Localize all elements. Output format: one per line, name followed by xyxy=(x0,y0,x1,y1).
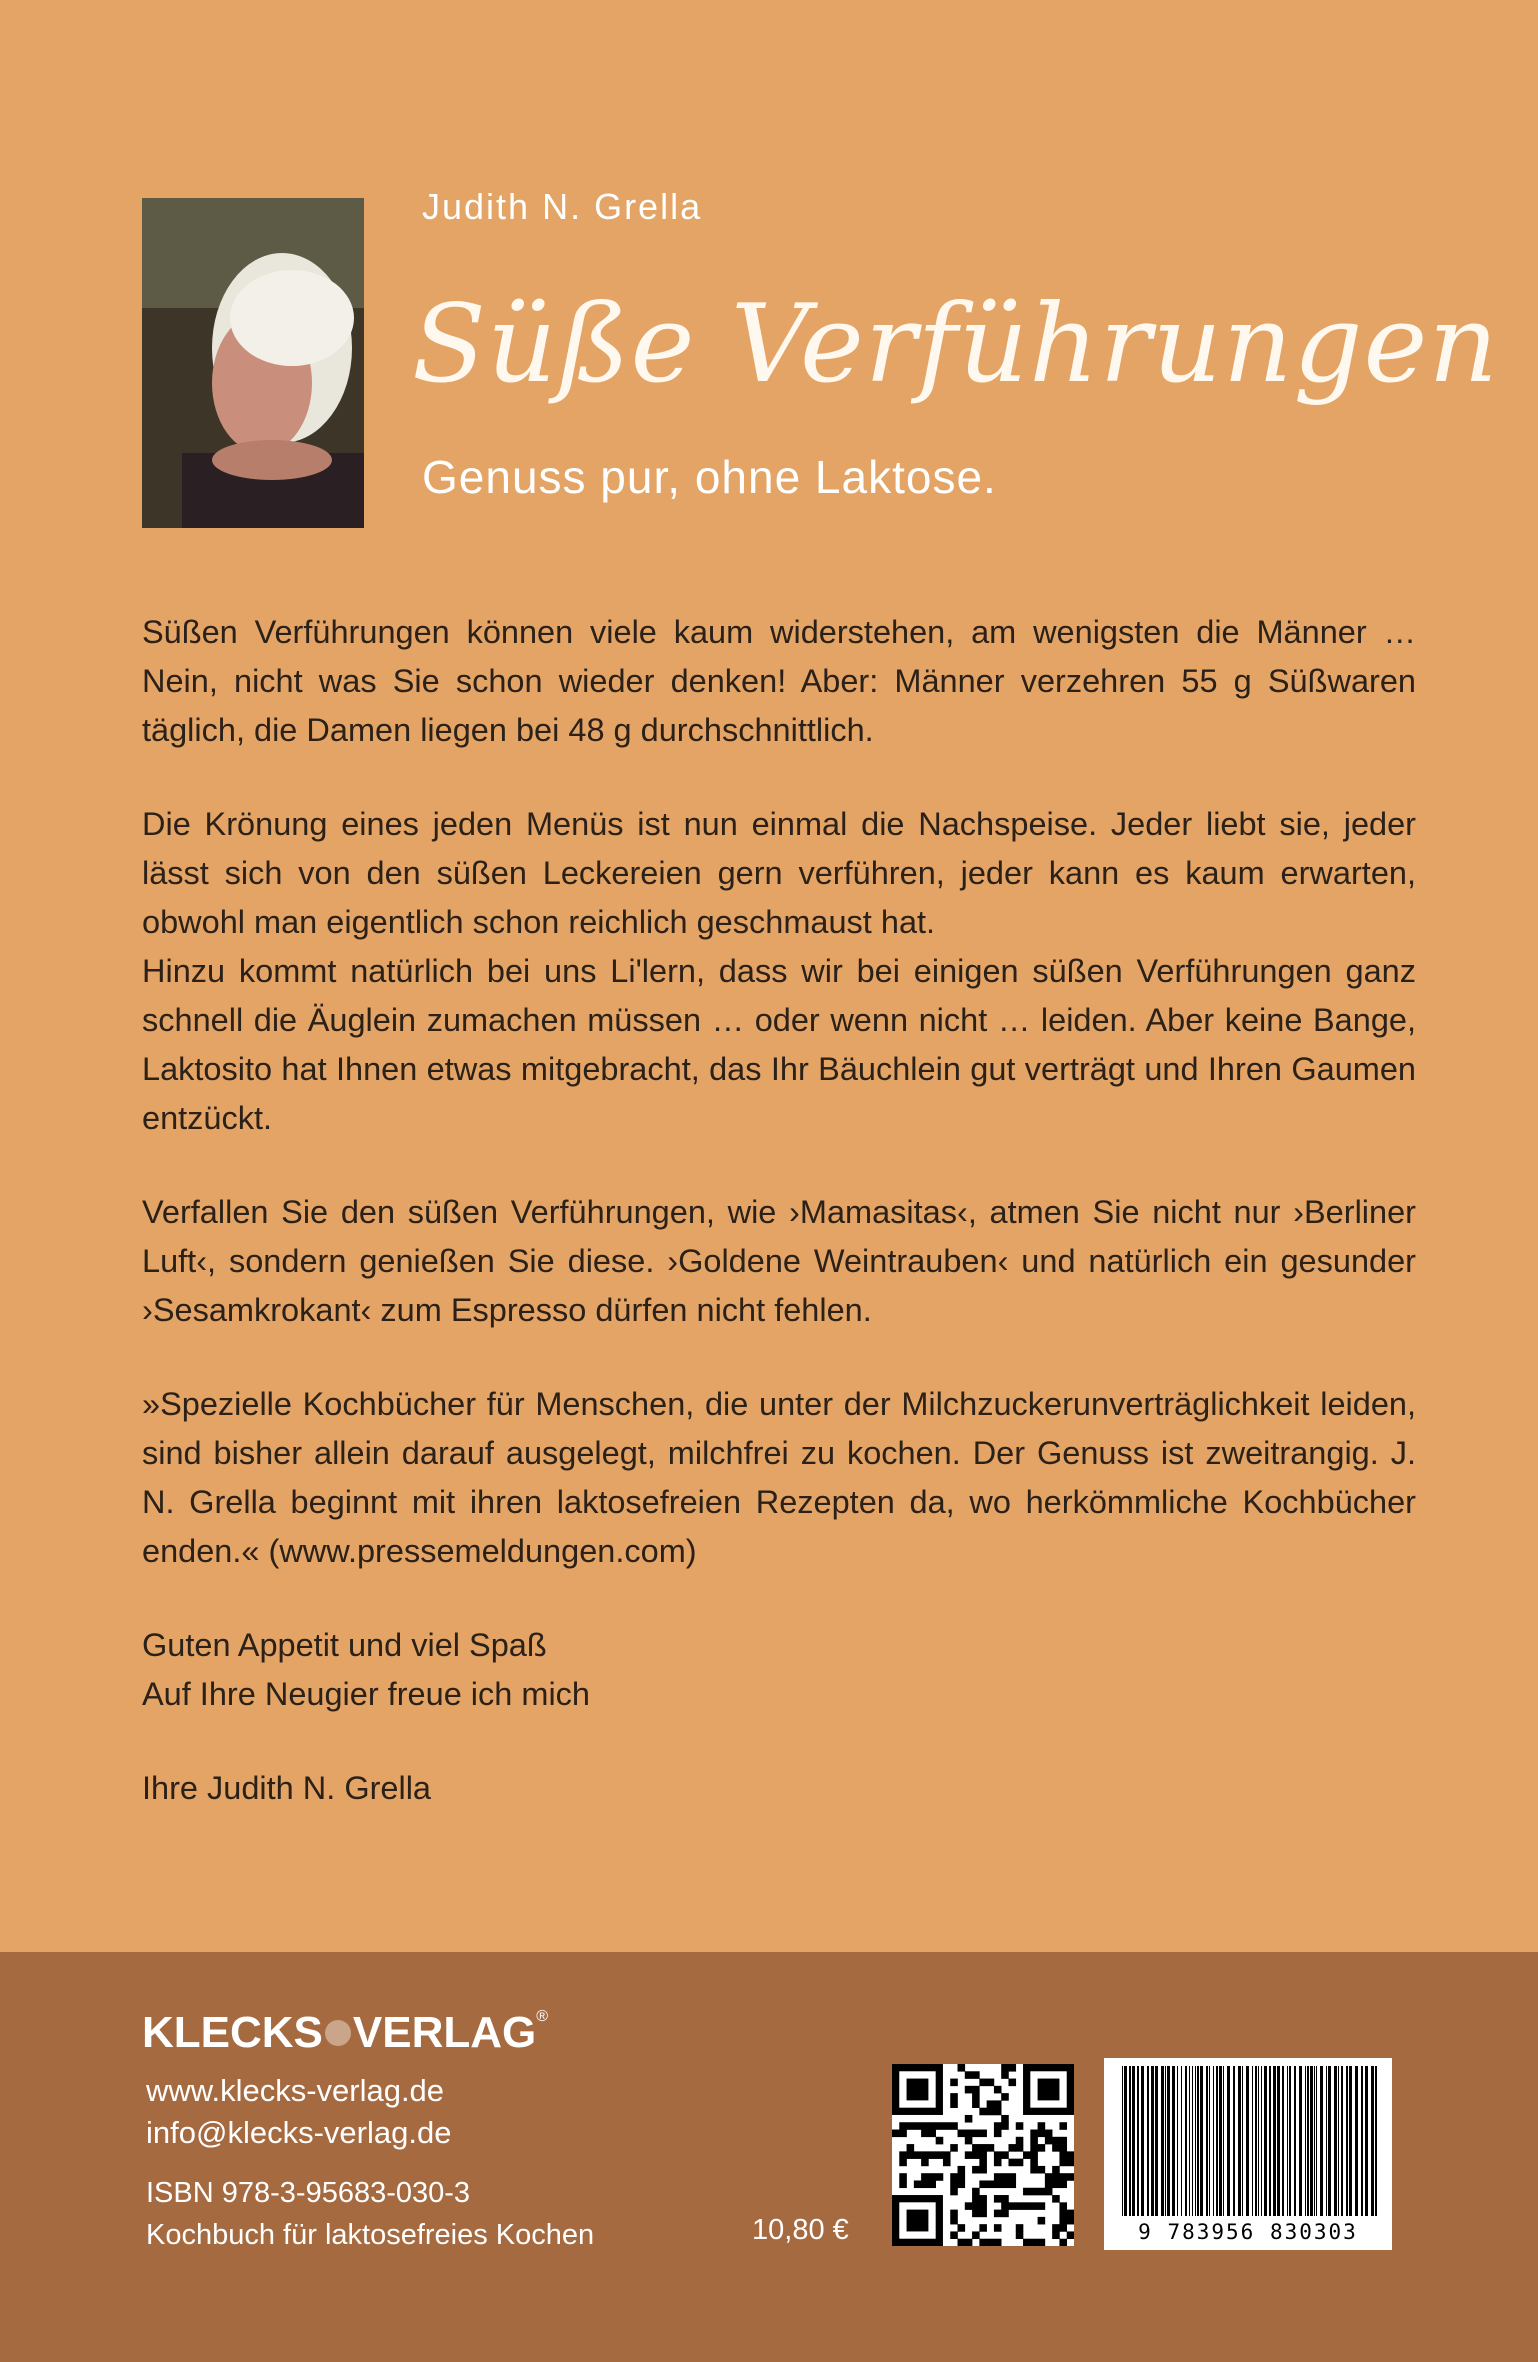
blurb-text xyxy=(142,608,1416,1858)
blurb-paragraph-1: Süßen Verführungen können viele kaum widerstehen, am wenigsten die Männer … Nein, nicht was Sie schon wieder denken! Aber: Männer verzehren 55 g Süßwaren täglich, die Damen liegen bei 48 g durchschnittlich. xyxy=(142,614,1416,748)
publisher-logo xyxy=(142,2008,548,2058)
ink-splat-icon xyxy=(325,2020,351,2046)
publisher-website[interactable]: www.klecks-verlag.de xyxy=(146,2073,445,2108)
blurb-signature: Ihre Judith N. Grella xyxy=(142,1770,432,1806)
barcode-digits: 9 783956 830303 xyxy=(1138,2220,1358,2244)
blurb-paragraph-2: Die Krönung eines jeden Menüs ist nun einmal die Nachspeise. Jeder liebt sie, jeder lässt sich von den süßen Leckereien gern verführen, jeder kann es kaum erwarten, obwohl man eigentlich schon reichlich geschmaust hat. xyxy=(142,806,1416,940)
isbn-number: ISBN 978-3-95683-030-3 xyxy=(146,2177,471,2209)
book-title: Süße Verführungen xyxy=(412,282,1499,407)
logo-text-left: KLECKS xyxy=(142,2008,323,2057)
closing-line-1: Guten Appetit und viel Spaß xyxy=(142,1627,547,1663)
blurb-paragraph-4: Verfallen Sie den süßen Verführungen, wie ›Mamasitas‹, atmen Sie nicht nur ›Berliner Luft‹, sondern genießen Sie diese. ›Goldene Weintrauben‹ und natürlich ein gesunder ›Sesamkrokant‹ zum Espresso dürfen nicht fehlen. xyxy=(142,1194,1416,1328)
blurb-quote: »Spezielle Kochbücher für Menschen, die unter der Milchzuckerunverträglichkeit leiden, sind bisher allein darauf ausgelegt, milchfrei zu kochen. Der Genuss ist zweitrangig. J. N. Grella beginnt mit ihren laktosefreien Rezepten da, wo herkömmliche Kochbücher enden.« (www.pressemeldungen.com) xyxy=(142,1386,1416,1569)
logo-text-right: VERLAG xyxy=(352,2008,537,2057)
book-category: Kochbuch für laktosefreies Kochen xyxy=(146,2219,595,2251)
publisher-contact xyxy=(146,2070,451,2154)
blurb-paragraph-3: Hinzu kommt natürlich bei uns Li'lern, dass wir bei einigen süßen Verführungen ganz schnell die Äuglein zumachen müssen … oder wenn nicht … leiden. Aber keine Bange, Laktosito hat Ihnen etwas mitgebracht, das Ihr Bäuchlein gut verträgt und Ihren Gaumen entzückt. xyxy=(142,953,1416,1136)
author-portrait xyxy=(142,198,364,528)
book-subtitle: Genuss pur, ohne Laktose. xyxy=(422,451,997,503)
qr-code xyxy=(892,2064,1074,2246)
publisher-email[interactable]: info@klecks-verlag.de xyxy=(146,2115,452,2150)
book-price: 10,80 € xyxy=(752,2214,849,2246)
logo-registered: ® xyxy=(536,2008,549,2025)
book-info xyxy=(146,2172,594,2256)
closing-line-2: Auf Ihre Neugier freue ich mich xyxy=(142,1676,590,1712)
blurb-closing xyxy=(142,1621,1416,1719)
isbn-barcode xyxy=(1104,2058,1392,2250)
author-name: Judith N. Grella xyxy=(422,186,703,227)
